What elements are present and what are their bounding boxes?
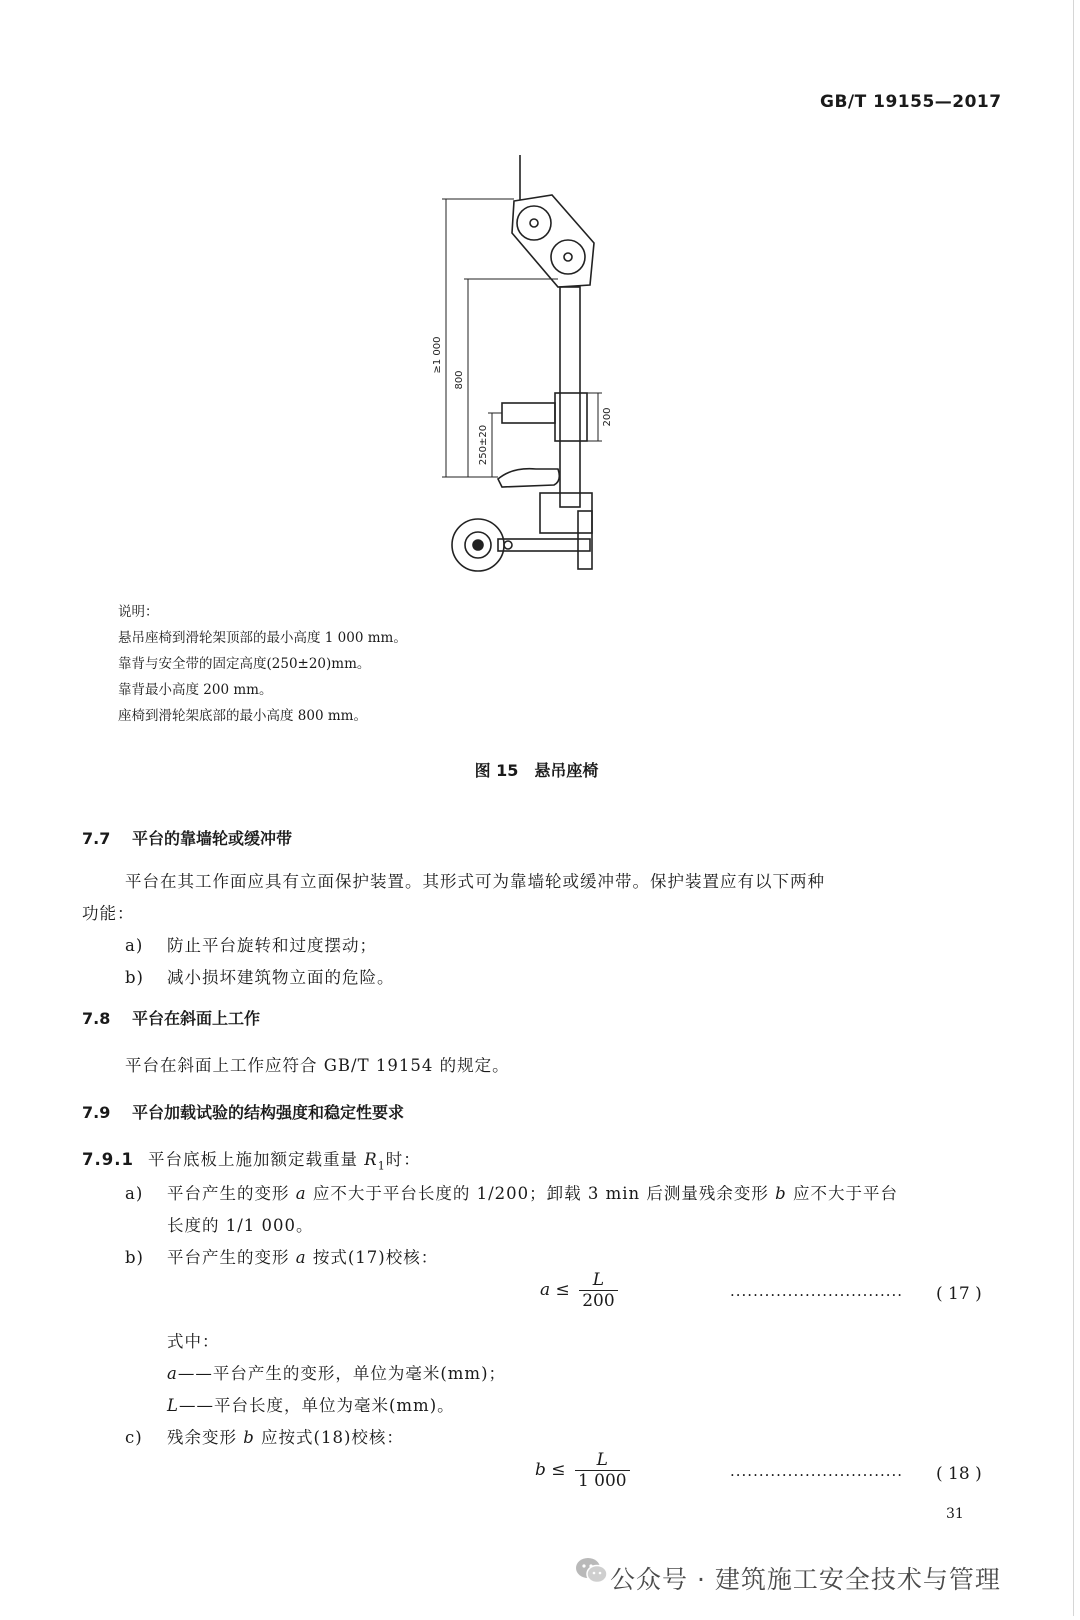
list-label: b) [125, 968, 144, 987]
figure-note: 悬吊座椅到滑轮架顶部的最小高度 1 000 mm。 [118, 630, 407, 646]
symbol-subscript: 1 [377, 1159, 386, 1173]
list-item [125, 1424, 404, 1448]
standard-number: GB/T 19155—2017 [820, 92, 1002, 112]
footer-account-text: 公众号 · 建筑施工安全技术与管理 [610, 1565, 1001, 1594]
paragraph-line: 平台在其工作面应具有立面保护装置。其形式可为靠墙轮或缓冲带。保护装置应有以下两种 [125, 872, 825, 891]
formula-17 [540, 1270, 618, 1311]
list-text: 减小损坏建筑物立面的危险。 [167, 968, 395, 987]
wechat-icon [575, 1556, 609, 1586]
formula-operator: ≤ [551, 1460, 566, 1480]
formula-numerator: L [579, 1270, 617, 1291]
figure-note: 座椅到滑轮架底部的最小高度 800 mm。 [118, 708, 367, 724]
dim-backrest-fix: 250±20 [478, 424, 489, 466]
formula-denominator: 1 000 [577, 1471, 627, 1491]
figure-notes-title: 说明： [118, 604, 159, 620]
section-heading-7-9 [82, 1100, 404, 1123]
list-text: 应不大于平台长度的 1/200；卸载 3 min 后测量残余变形 [306, 1184, 776, 1203]
formula-leader-dots: ······························ [730, 1286, 904, 1304]
definition-text: ——平台产生的变形，单位为毫米(mm)； [177, 1364, 507, 1383]
formula-fraction [575, 1450, 630, 1491]
list-text: 平台产生的变形 [167, 1184, 296, 1203]
symbol-a: a [295, 1248, 307, 1267]
list-label: a) [125, 1184, 144, 1203]
dim-seat-to-bottom: 800 [454, 370, 465, 390]
list-item [125, 932, 377, 956]
clause-text: 时： [385, 1150, 421, 1169]
section-heading-7-8 [82, 1006, 260, 1029]
list-item [125, 1244, 438, 1268]
section-heading-7-7 [82, 826, 292, 849]
symbol-l: L [167, 1396, 179, 1415]
formula-numerator: L [575, 1450, 630, 1471]
figure-note: 靠背最小高度 200 mm。 [118, 682, 273, 698]
symbol-definition [167, 1360, 506, 1384]
formula-number: ( 17 ) [936, 1284, 982, 1304]
symbol-r: R [364, 1150, 378, 1169]
formula-operator: ≤ [555, 1280, 570, 1300]
dim-total: ≥1 000 [432, 336, 443, 374]
symbol-b: b [775, 1184, 787, 1203]
section-title: 平台在斜面上工作 [132, 1009, 261, 1028]
formula-denominator: 200 [582, 1291, 615, 1311]
formula-leader-dots: ······························ [730, 1466, 904, 1484]
formula-number: ( 18 ) [936, 1464, 982, 1484]
formula-fraction [579, 1270, 617, 1311]
section-title: 平台的靠墙轮或缓冲带 [132, 829, 293, 848]
dim-backrest-height: 200 [602, 407, 613, 427]
list-text: 防止平台旋转和过度摆动； [167, 936, 377, 955]
suspended-seat-figure [432, 155, 680, 595]
clause-number: 7.9.1 [82, 1150, 134, 1169]
paragraph-line: 平台在斜面上工作应符合 GB/T 19154 的规定。 [125, 1056, 510, 1075]
list-text: 按式(17)校核： [306, 1248, 439, 1267]
page-number: 31 [946, 1506, 964, 1522]
symbol-a: a [167, 1364, 178, 1383]
definition-text: ——平台长度，单位为毫米(mm)。 [178, 1396, 455, 1415]
paragraph-line: 功能： [82, 904, 135, 923]
list-continuation: 长度的 1/1 000。 [167, 1216, 314, 1235]
list-label: b) [125, 1248, 144, 1267]
list-text: 平台产生的变形 [167, 1248, 296, 1267]
section-number: 7.8 [82, 1009, 111, 1028]
clause-text: 平台底板上施加额定载重量 [148, 1150, 365, 1169]
clause-7-9-1 [82, 1146, 421, 1172]
list-label: c) [125, 1428, 143, 1447]
figure-caption: 图 15 悬吊座椅 [474, 761, 599, 780]
section-number: 7.9 [82, 1103, 111, 1122]
formula-lhs: a [540, 1280, 551, 1300]
list-text: 应按式(18)校核： [254, 1428, 404, 1447]
formula-lhs: b [535, 1460, 546, 1480]
section-title: 平台加载试验的结构强度和稳定性要求 [132, 1103, 405, 1122]
list-item [125, 964, 395, 988]
symbol-a: a [295, 1184, 307, 1203]
symbol-definition [167, 1392, 455, 1416]
list-text: 残余变形 [167, 1428, 244, 1447]
figure-note: 靠背与安全带的固定高度(250±20)mm。 [118, 656, 371, 672]
list-item [125, 1180, 898, 1204]
list-text: 应不大于平台 [786, 1184, 898, 1203]
formula-18 [535, 1450, 630, 1491]
list-label: a) [125, 936, 144, 955]
section-number: 7.7 [82, 829, 111, 848]
where-label: 式中： [167, 1332, 220, 1351]
symbol-b: b [243, 1428, 255, 1447]
